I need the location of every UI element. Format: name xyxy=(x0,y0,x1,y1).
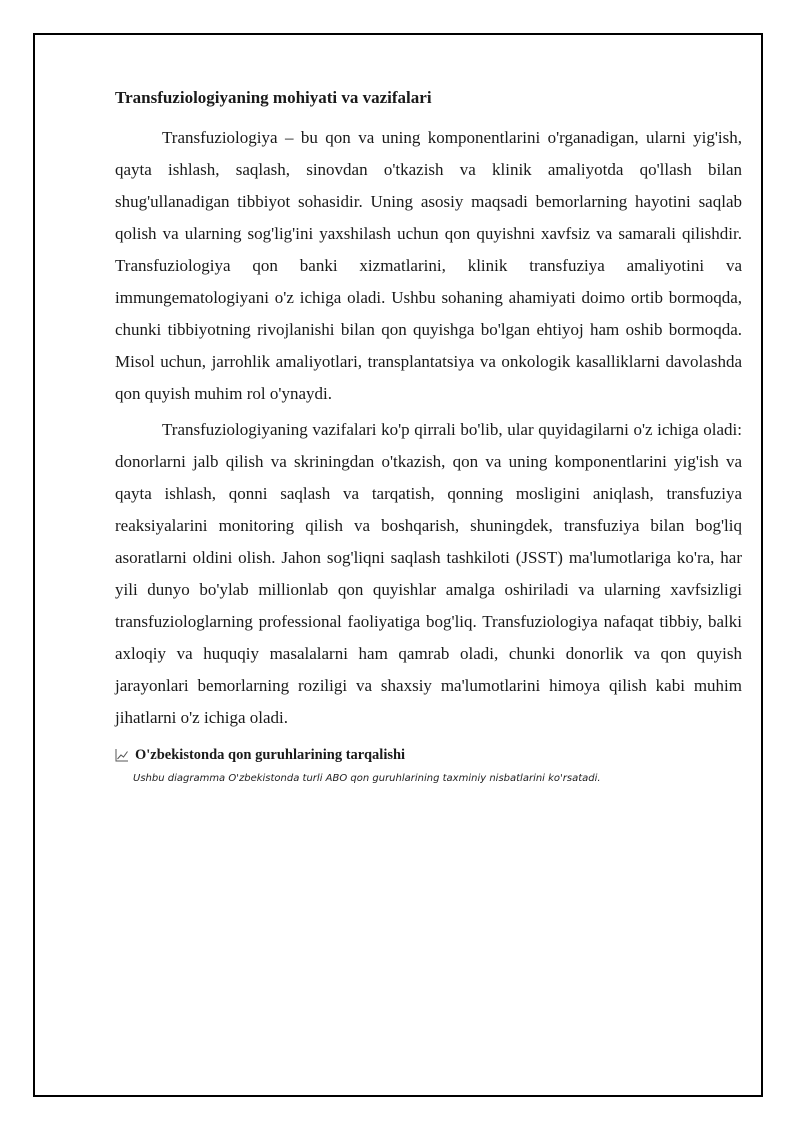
paragraph-1: Transfuziologiya – bu qon va uning komponentlarini o'rganadigan, ularni yig'ish, qayta ishlash, saqlash, sinovdan o'tkazish va klinik amaliyotda qo'llash bilan shug'ullanadigan tibbiyot sohasidir. Uning asosiy maqsadi bemorlarning hayotini saqlab qolish va ularning sog'lig'ini yaxshilash uchun qon quyishni xavfsiz va samarali qilishdir. Transfuziologiya qon banki xizmatlarini, klinik transfuziya amaliyotini va immungematologiyani o'z ichiga oladi. Ushbu sohaning ahamiyati doimo ortib bormoqda, chunki tibbiyotning rivojlanishi bilan qon quyishga bo'lgan ehtiyoj ham oshib bormoqda. Misol uchun, jarrohlik amaliyotlari, transplantatsiya va onkologik kasalliklarni davolashda qon quyish muhim rol o'ynaydi. xyxy=(115,128,742,403)
chart-header xyxy=(115,746,742,764)
paragraph-2: Transfuziologiyaning vazifalari ko'p qirrali bo'lib, ular quyidagilarni o'z ichiga oladi: donorlarni jalb qilish va skriningdan o'tkazish, qon va uning komponentlarini yig'ish va qayta ishlash, qonni saqlash va tarqatish, qonning mosligini aniqlash, transfuziya reaksiyalarini monitoring qilish va boshqarish, shuningdek, transfuziya bilan bog'liq asoratlarni oldini olish. Jahon sog'liqni saqlash tashkiloti (JSST) ma'lumotlariga ko'ra, har yili dunyo bo'ylab millionlab qon quyishlar amalga oshiriladi va ularning xavfsizligi transfuziologlarning professional faoliyatiga bog'liq. Transfuziologiya nafaqat tibbiy, balki axloqiy va huquqiy masalalarni ham qamrab oladi, chunki donorlik va qon quyish jarayonlari bemorlarning roziligi va shaxsiy ma'lumotlarini himoya qilish kabi muhim jihatlarni o'z ichiga oladi. xyxy=(115,420,742,727)
document-body xyxy=(115,86,742,986)
chart-title: O'zbekistonda qon guruhlarining tarqalishi xyxy=(135,747,406,763)
section-heading: Transfuziologiyaning mohiyati va vazifalari xyxy=(115,88,432,107)
line-chart-icon xyxy=(115,748,129,762)
chart-caption: Ushbu diagramma O'zbekistonda turli ABO qon guruhlarining taxminiy nisbatlarini ko'rsatadi. xyxy=(133,773,601,784)
chart-placeholder xyxy=(133,786,733,986)
